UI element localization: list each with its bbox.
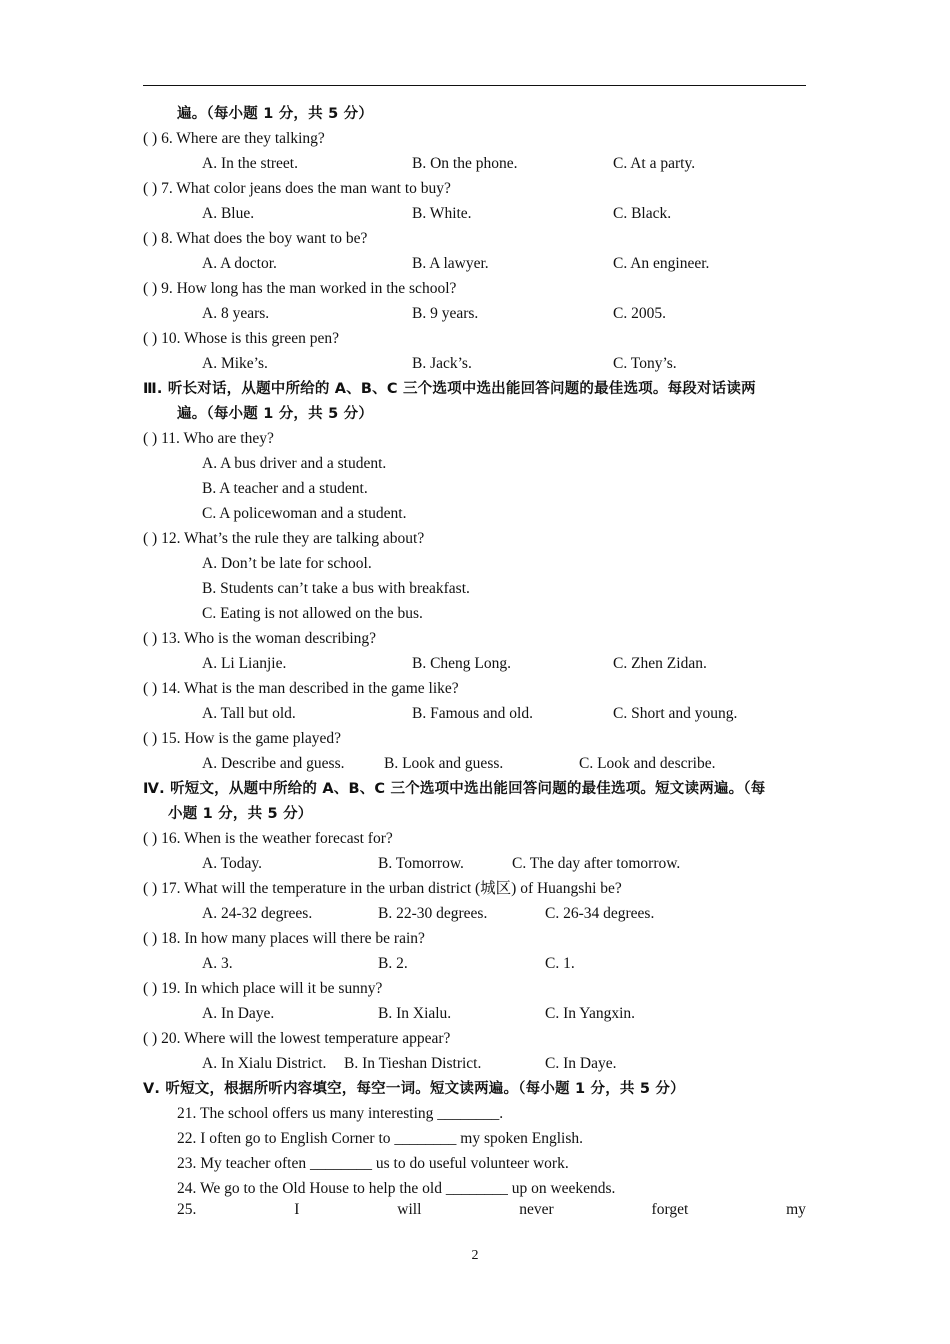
- q13-option-c: C. Zhen Zidan.: [613, 655, 707, 672]
- q7-option-a: A. Blue.: [202, 205, 255, 222]
- q9-option-a: A. 8 years.: [202, 305, 270, 322]
- header-rule: [143, 85, 806, 86]
- q25-word: never: [519, 1201, 554, 1218]
- q10-option-b: B. Jack’s.: [412, 355, 472, 372]
- question-22: 22. I often go to English Corner to ________ my spoken English.: [177, 1130, 583, 1147]
- q9-option-b: B. 9 years.: [412, 305, 479, 322]
- q15-option-b: B. Look and guess.: [384, 755, 504, 772]
- q19-option-a: A. In Daye.: [202, 1005, 275, 1022]
- question-18: ( ) 18. In how many places will there be rain?: [143, 930, 425, 947]
- question-10: ( ) 10. Whose is this green pen?: [143, 330, 339, 347]
- q18-option-b: B. 2.: [378, 955, 408, 972]
- q14-option-b: B. Famous and old.: [412, 705, 533, 722]
- q8-option-a: A. A doctor.: [202, 255, 277, 272]
- q14-option-c: C. Short and young.: [613, 705, 738, 722]
- q18-option-a: A. 3.: [202, 955, 233, 972]
- q25-word: forget: [651, 1201, 689, 1218]
- question-19: ( ) 19. In which place will it be sunny?: [143, 980, 383, 997]
- question-17: ( ) 17. What will the temperature in the urban district (城区) of Huangshi be?: [143, 880, 622, 897]
- q20-option-a: A. In Xialu District.: [202, 1055, 327, 1072]
- question-9: ( ) 9. How long has the man worked in the school?: [143, 280, 457, 297]
- question-7: ( ) 7. What color jeans does the man want to buy?: [143, 180, 451, 197]
- question-14: ( ) 14. What is the man described in the game like?: [143, 680, 459, 697]
- question-24: 24. We go to the Old House to help the old ________ up on weekends.: [177, 1180, 616, 1197]
- q11-option-b: B. A teacher and a student.: [202, 480, 368, 497]
- question-8: ( ) 8. What does the boy want to be?: [143, 230, 368, 247]
- q10-option-c: C. Tony’s.: [613, 355, 677, 372]
- q25-word: will: [397, 1201, 422, 1218]
- q17-option-c: C. 26-34 degrees.: [545, 905, 655, 922]
- q25-word: I: [294, 1201, 300, 1218]
- question-25: [177, 1200, 806, 1220]
- q25-word: my: [786, 1201, 806, 1218]
- q9-option-c: C. 2005.: [613, 305, 666, 322]
- q16-option-b: B. Tomorrow.: [378, 855, 464, 872]
- question-21: 21. The school offers us many interesting ________.: [177, 1105, 504, 1122]
- section-4-heading: Ⅳ. 听短文，从题中所给的 A、B、C 三个选项中选出能回答问题的最佳选项。短文读两遍。（每: [143, 781, 766, 797]
- q16-option-c: C. The day after tomorrow.: [512, 855, 681, 872]
- q16-option-a: A. Today.: [202, 855, 263, 872]
- q7-option-b: B. White.: [412, 205, 472, 222]
- q7-option-c: C. Black.: [613, 205, 672, 222]
- section-2-heading-tail: 遍。（每小题 1 分，共 5 分）: [177, 106, 374, 122]
- q8-option-b: B. A lawyer.: [412, 255, 489, 272]
- question-6: ( ) 6. Where are they talking?: [143, 130, 325, 147]
- section-3-heading: Ⅲ. 听长对话，从题中所给的 A、B、C 三个选项中选出能回答问题的最佳选项。每段对话读两: [143, 381, 756, 397]
- question-16: ( ) 16. When is the weather forecast for?: [143, 830, 393, 847]
- q20-option-b: B. In Tieshan District.: [344, 1055, 482, 1072]
- question-23: 23. My teacher often ________ us to do useful volunteer work.: [177, 1155, 569, 1172]
- q6-option-c: C. At a party.: [613, 155, 696, 172]
- q6-option-b: B. On the phone.: [412, 155, 518, 172]
- question-20: ( ) 20. Where will the lowest temperature appear?: [143, 1030, 451, 1047]
- question-13: ( ) 13. Who is the woman describing?: [143, 630, 377, 647]
- question-15: ( ) 15. How is the game played?: [143, 730, 341, 747]
- question-12: ( ) 12. What’s the rule they are talking about?: [143, 530, 425, 547]
- q13-option-a: A. Li Lianjie.: [202, 655, 287, 672]
- section-5-heading: Ⅴ. 听短文，根据所听内容填空，每空一词。短文读两遍。（每小题 1 分，共 5 分）: [143, 1081, 685, 1097]
- section-3-heading-cont: 遍。（每小题 1 分，共 5 分）: [177, 406, 374, 422]
- q8-option-c: C. An engineer.: [613, 255, 710, 272]
- q12-option-a: A. Don’t be late for school.: [202, 555, 372, 572]
- q17-option-a: A. 24-32 degrees.: [202, 905, 313, 922]
- section-4-heading-cont: 小题 1 分，共 5 分）: [168, 806, 313, 822]
- q20-option-c: C. In Daye.: [545, 1055, 617, 1072]
- q25-word: 25.: [177, 1201, 197, 1218]
- question-11: ( ) 11. Who are they?: [143, 430, 274, 447]
- q14-option-a: A. Tall but old.: [202, 705, 296, 722]
- q19-option-c: C. In Yangxin.: [545, 1005, 636, 1022]
- q18-option-c: C. 1.: [545, 955, 575, 972]
- q12-option-b: B. Students can’t take a bus with breakfast.: [202, 580, 470, 597]
- q13-option-b: B. Cheng Long.: [412, 655, 512, 672]
- q10-option-a: A. Mike’s.: [202, 355, 268, 372]
- q11-option-c: C. A policewoman and a student.: [202, 505, 407, 522]
- q15-option-a: A. Describe and guess.: [202, 755, 345, 772]
- q17-option-b: B. 22-30 degrees.: [378, 905, 488, 922]
- q15-option-c: C. Look and describe.: [579, 755, 716, 772]
- q12-option-c: C. Eating is not allowed on the bus.: [202, 605, 423, 622]
- page-number: 2: [471, 1248, 479, 1263]
- q6-option-a: A. In the street.: [202, 155, 298, 172]
- q11-option-a: A. A bus driver and a student.: [202, 455, 387, 472]
- q19-option-b: B. In Xialu.: [378, 1005, 452, 1022]
